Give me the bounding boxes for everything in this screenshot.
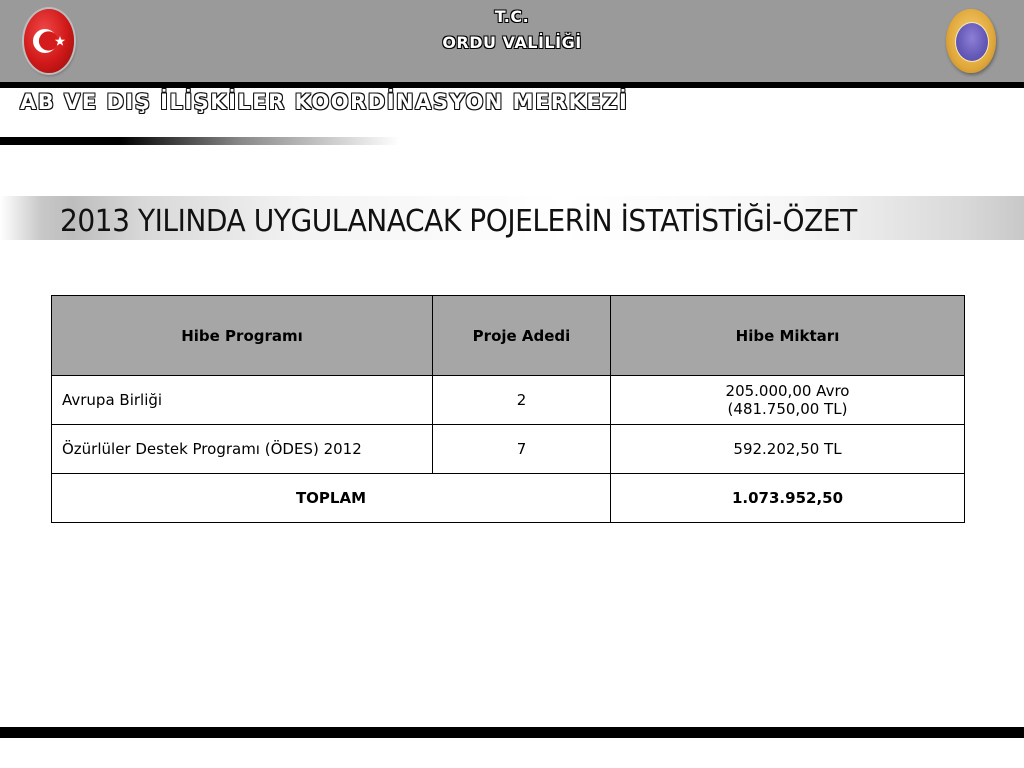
column-header-program: Hibe Programı	[52, 296, 433, 376]
header-title-tc: T.C.	[494, 7, 530, 26]
table-header-row	[52, 296, 965, 376]
count-cell: 2	[433, 376, 611, 425]
column-header-amount: Hibe Miktarı	[611, 296, 965, 376]
table-row	[52, 376, 965, 425]
program-cell: Avrupa Birliği	[52, 376, 433, 425]
governorship-seal-icon	[946, 9, 996, 73]
amount-line: (481.750,00 TL)	[727, 400, 848, 418]
total-label: TOPLAM	[52, 474, 611, 523]
footer-divider	[0, 727, 1024, 738]
column-header-count: Proje Adedi	[433, 296, 611, 376]
header-title-governorship: ORDU VALİLİĞİ	[442, 33, 582, 52]
program-cell: Özürlüler Destek Programı (ÖDES) 2012	[52, 425, 433, 474]
subtitle-underline	[0, 137, 400, 145]
table-row	[52, 425, 965, 474]
subtitle: AB VE DIŞ İLİŞKİLER KOORDİNASYON MERKEZİ	[20, 90, 629, 114]
count-cell: 7	[433, 425, 611, 474]
amount-line: 205.000,00 Avro	[725, 382, 850, 400]
statistics-table	[51, 295, 965, 523]
total-amount: 1.073.952,50	[611, 474, 965, 523]
total-row	[52, 474, 965, 523]
amount-cell	[611, 376, 965, 425]
header-divider	[0, 82, 1024, 88]
amount-cell: 592.202,50 TL	[611, 425, 965, 474]
page-title: 2013 YILINDA UYGULANACAK POJELERİN İSTATİSTİĞİ-ÖZET	[60, 204, 857, 239]
